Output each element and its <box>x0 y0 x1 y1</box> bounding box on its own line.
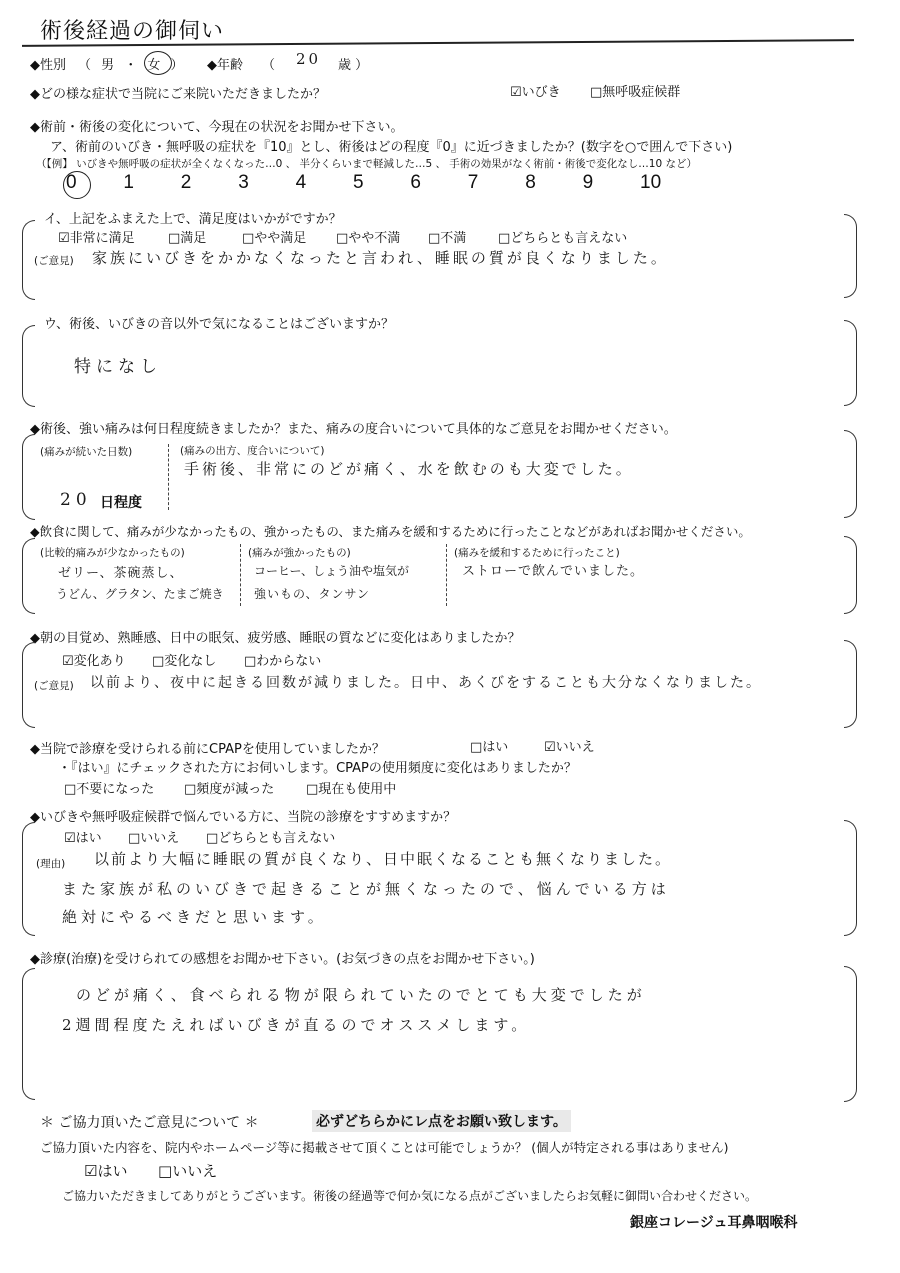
q1-apnea-checkbox[interactable] <box>590 81 680 100</box>
scale-number-4[interactable]: 4 <box>295 172 307 193</box>
q6-divider-1 <box>240 544 241 606</box>
q3-option-2[interactable] <box>168 227 206 246</box>
q7-opinion-label: (ご意見) <box>34 680 74 692</box>
q3-option-4[interactable] <box>336 227 400 246</box>
q6-col1-line2: うどん、グラタン、たまご焼き <box>56 587 224 601</box>
q8-yes-label: はい <box>482 740 509 755</box>
q6-question: ◆飲食に関して、痛みが少なかったもの、強かったもの、また痛みを緩和するために行ったことなどがあればお聞かせください。 <box>30 524 751 539</box>
q6-col2-line2: 強いもの、タンサン <box>254 587 370 601</box>
scale-number-6[interactable]: 6 <box>410 172 421 193</box>
q9-reason-line2: また家族が私のいびきで起きることが無くなったので、悩んでいる方は <box>62 880 670 898</box>
q1-apnea-label: 無呼吸症候群 <box>602 85 681 100</box>
q9-reason-line1: 以前より大幅に睡眠の質が良くなり、日中眠くなることも無くなりました。 <box>94 850 673 868</box>
q8-sub-option-2-label: 頻度が減った <box>196 782 275 797</box>
q5-days-value: 20 <box>60 490 92 510</box>
q8-no-label: いいえ <box>555 740 595 755</box>
q5-divider <box>168 444 169 510</box>
scale-number-0[interactable]: 0 <box>66 172 77 193</box>
age-close: 歳 ） <box>338 58 369 73</box>
q10-answer-line2: 2週間程度たえればいびきが直るのでオススメします。 <box>62 1016 531 1034</box>
q5-bracket-left <box>22 434 35 520</box>
q8-sub-option-1[interactable] <box>64 778 154 797</box>
q9-option-1[interactable] <box>64 827 102 846</box>
q3-option-1-label: 非常に満足 <box>69 231 135 246</box>
q5-question: ◆術後、強い痛みは何日程度続きましたか？また、痛みの度合いについて具体的なご意見をお聞かせください。 <box>30 422 677 437</box>
q3-option-1[interactable] <box>58 227 135 246</box>
q3-option-2-label: 満足 <box>180 231 207 246</box>
q5-days-label: (痛みが続いた日数) <box>40 446 133 458</box>
clinic-name: 銀座コレージュ耳鼻咽喉科 <box>630 1215 798 1231</box>
footer-highlight: 必ずどちらかにレ点をお願い致します。 <box>312 1110 571 1132</box>
q10-bracket-left <box>22 968 35 1100</box>
q5-degree-answer: 手術後、非常にのどが痛く、水を飲むのも大変でした。 <box>184 460 634 478</box>
q3-option-5[interactable] <box>428 227 466 246</box>
q2-example: （【例】 いびきや無呼吸の症状が全くなくなった…0 、 半分くらいまで軽減した…5 、 手術の効果がなく術前・術後で変化なし…10 など） <box>36 158 697 170</box>
footer-no-label: いいえ <box>172 1162 218 1180</box>
q6-col3-line1: ストローで飲んでいました。 <box>462 564 645 579</box>
q6-bracket-right <box>844 536 857 614</box>
age-label: ◆年齢 <box>207 58 243 73</box>
q6-divider-2 <box>446 544 447 606</box>
scale-number-3[interactable]: 3 <box>238 172 249 193</box>
q9-option-3[interactable] <box>206 827 335 846</box>
scale-number-9[interactable]: 9 <box>582 172 594 193</box>
age-value: 20 <box>296 50 322 68</box>
footer-no-checkbox[interactable] <box>158 1160 217 1181</box>
q4-question: ウ、術後、いびきの音以外で気になることはございますか？ <box>44 317 394 332</box>
q2-subquestion: ア、術前のいびき・無呼吸の症状を『10』とし、術後はどの程度『0』に近づきましたか？(数字を○で囲んで下さい) <box>50 140 733 155</box>
q3-answer: 家族にいびきをかかなくなったと言われ、睡眠の質が良くなりました。 <box>92 249 669 267</box>
q4-bracket-left <box>22 325 35 407</box>
sex-selection-circle <box>144 51 172 75</box>
q3-option-4-label: やや不満 <box>348 231 401 246</box>
q8-subquestion: ・『はい』にチェックされた方にお伺いします。CPAPの使用頻度に変化はありましたか？ <box>58 761 577 776</box>
footer-yes-checkbox[interactable] <box>84 1160 127 1181</box>
q8-sub-option-1-label: 不要になった <box>76 782 155 797</box>
page-title: 術後経過の御伺い <box>40 19 225 44</box>
q3-option-6-label: どちらとも言えない <box>510 231 628 246</box>
q3-option-5-label: 不満 <box>440 231 467 246</box>
q3-option-3-label: やや満足 <box>254 231 307 246</box>
q8-sub-option-3-label: 現在も使用中 <box>318 782 397 797</box>
q1-question: ◆どの様な症状で当院にご来院いただきましたか？ <box>30 87 326 102</box>
q9-reason-line3: 絶対にやるべきだと思います。 <box>62 908 327 926</box>
q10-question: ◆診療(治療)を受けられての感想をお聞かせ下さい。(お気づきの点をお聞かせ下さい。) <box>30 952 535 967</box>
q5-days-unit: 日程度 <box>100 495 142 511</box>
q6-col1-label: (比較的痛みが少なかったもの) <box>40 547 185 559</box>
q5-bracket-right <box>844 430 857 518</box>
age-open: （ <box>262 58 276 73</box>
footer-heading: ＊ ご協力頂いたご意見について ＊ <box>40 1115 259 1131</box>
q6-col3-label: (痛みを緩和するために行ったこと) <box>454 547 620 559</box>
q9-option-3-label: どちらとも言えない <box>218 831 336 846</box>
q2-selected-circle <box>63 171 91 199</box>
scale-number-8[interactable]: 8 <box>525 172 536 193</box>
q6-bracket-left <box>22 538 35 614</box>
scale-number-7[interactable]: 7 <box>467 172 479 193</box>
q2-question: ◆術前・術後の変化について、今現在の状況をお聞かせ下さい。 <box>30 120 404 135</box>
footer-consent-question: ご協力頂いた内容を、院内やホームページ等に掲載させて頂くことは可能でしょうか？ (個人が特定される事はありません) <box>40 1140 729 1155</box>
scale-number-1[interactable]: 1 <box>123 172 134 193</box>
q8-sub-option-3[interactable] <box>306 778 396 797</box>
q7-option-3-label: わからない <box>256 654 322 669</box>
q7-option-3[interactable] <box>244 650 321 669</box>
q8-sub-option-2[interactable] <box>184 778 274 797</box>
scale-number-10[interactable]: 10 <box>640 172 662 193</box>
q9-question: ◆いびきや無呼吸症候群で悩んでいる方に、当院の診療をすすめますか？ <box>30 810 457 825</box>
q3-option-3[interactable] <box>242 227 306 246</box>
sex-label: ◆性別 <box>30 58 66 73</box>
q7-option-2[interactable] <box>152 650 216 669</box>
q6-col2-label: (痛みが強かったもの) <box>248 547 351 559</box>
q9-option-1-label: はい <box>75 831 102 846</box>
q7-question: ◆朝の目覚め、熟睡感、日中の眠気、疲労感、睡眠の質などに変化はありましたか？ <box>30 631 521 646</box>
q1-snoring-label: いびき <box>521 85 561 100</box>
scale-number-2[interactable]: 2 <box>180 172 192 193</box>
q8-no-checkbox[interactable] <box>544 736 595 755</box>
q9-option-2[interactable] <box>128 827 179 846</box>
q7-bracket-right <box>844 640 857 728</box>
q6-col1-line1: ゼリー、茶碗蒸し、 <box>58 566 184 581</box>
q10-answer-line1: のどが痛く、食べられる物が限られていたのでとても大変でしたが <box>76 986 646 1004</box>
q3-bracket-right <box>844 214 857 298</box>
sex-value: （ 男 ・ 女 ） <box>78 58 187 73</box>
q3-option-6[interactable] <box>498 227 627 246</box>
q7-answer: 以前より、夜中に起きる回数が減りました。日中、あくびをすることも大分なくなりました。 <box>90 675 762 691</box>
q9-bracket-right <box>844 820 857 936</box>
q9-option-2-label: いいえ <box>140 831 180 846</box>
q9-reason-label: (理由) <box>36 858 66 870</box>
q7-option-2-label: 変化なし <box>164 654 217 669</box>
q8-question: ◆当院で診療を受けられる前にCPAPを使用していましたか？ <box>30 742 385 757</box>
footer-thanks: ご協力いただきましてありがとうございます。術後の経過等で何か気になる点がございましたらお気軽に御問い合わせください。 <box>62 1189 758 1203</box>
q7-option-1[interactable] <box>62 650 126 669</box>
q3-question: イ、上記をふまえた上で、満足度はいかがですか？ <box>44 212 342 227</box>
q3-opinion-label: (ご意見) <box>34 255 74 267</box>
scale-number-5[interactable]: 5 <box>353 172 364 193</box>
q6-col2-line1: コーヒー、しょう油や塩気が <box>254 564 410 578</box>
q10-bracket-right <box>844 966 857 1102</box>
q7-option-1-label: 変化あり <box>73 654 126 669</box>
q4-bracket-right <box>844 320 857 406</box>
q4-answer: 特になし <box>74 357 162 377</box>
q5-degree-label: (痛みの出方、度合いについて) <box>180 445 325 457</box>
q8-yes-checkbox[interactable] <box>470 736 508 755</box>
q1-snoring-checkbox[interactable] <box>510 81 561 100</box>
q9-bracket-left <box>22 822 35 936</box>
footer-yes-label: はい <box>97 1162 128 1180</box>
